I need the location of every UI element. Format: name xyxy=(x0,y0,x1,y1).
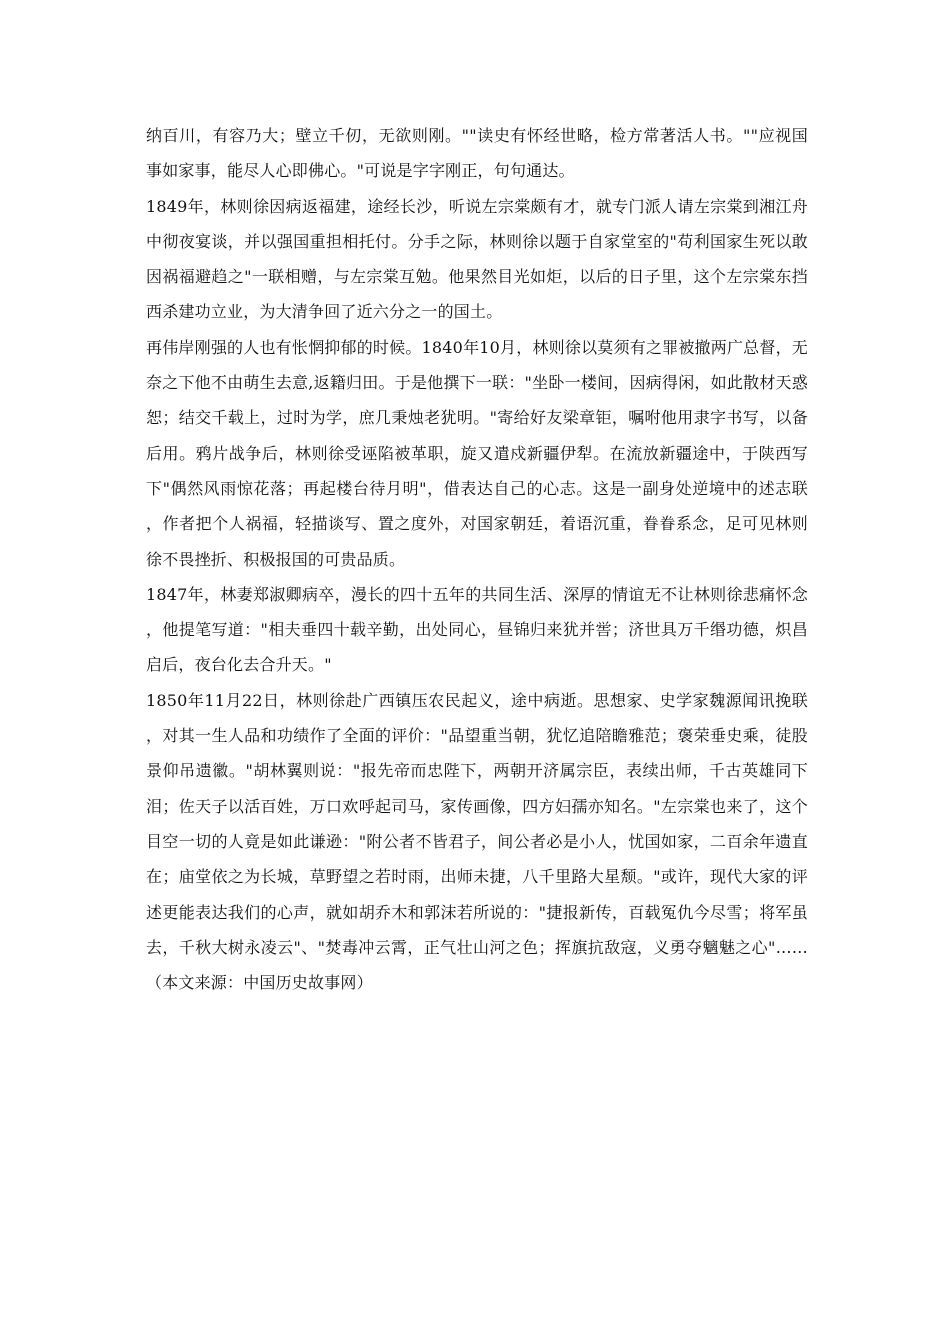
paragraph-death-tributes: 1850年11月22日，林则徐赴广西镇压农民起义，途中病逝。思想家、史学家魏源闻讯挽联，对其一生人品和功绩作了全面的评价："品望重当朝，犹忆追陪瞻雅范；褒荣垂史乘，徒股景仰吊遗徽。"胡林翼则说："报先帝而忠陛下，两朝开济属宗臣，表续出师，千古英雄同下泪；佐天子以活百姓，万口欢呼起司马，家传画像，四方妇孺亦知名。"左宗棠也来了，这个目空一切的人竟是如此谦逊："附公者不皆君子，间公者必是小人，忧国如家，二百余年遗直在；庙堂依之为长城，草野望之若时雨，出师未捷，八千里路大星颓。"或许，现代大家的评述更能表达我们的心声，就如胡乔木和郭沫若所说的："捷报新传，百载冤仇今尽雪；将军虽去，千秋大树永凌云"、"焚毒冲云霄，正气壮山河之色；挥旗抗敌寇，义勇夺魑魅之心"……（本文来源：中国历史故事网） xyxy=(146,690,808,993)
paragraph-zuo-zongtang: 1849年，林则徐因病返福建，途经长沙，听说左宗棠颇有才，就专门派人请左宗棠到湘江舟中彻夜宴谈，并以强国重担相托付。分手之际，林则徐以题于自家堂室的"苟利国家生死以敢因祸福避趋之"一联相赠，与左宗棠互勉。他果然目光如炬，以后的日子里，这个左宗棠东挡西杀建功立业，为大清争回了近六分之一的国土。 xyxy=(146,196,808,322)
paragraph-exile: 再伟岸刚强的人也有怅惘抑郁的时候。1840年10月，林则徐以莫须有之罪被撤两广总督，无奈之下他不由萌生去意,返籍归田。于是他撰下一联："坐卧一楼间，因病得闲，如此散材天惑恕；结交千载上，过时为学，庶几秉烛老犹明。"寄给好友梁章钜，嘱咐他用隶字书写，以备后用。鸦片战争后，林则徐受诬陷被革职，旋又遣戍新疆伊犁。在流放新疆途中，于陕西写下"偶然风雨惊花落；再起楼台待月明"，借表达自己的心志。这是一副身处逆境中的述志联，作者把个人祸福，轻描谈写、置之度外，对国家朝廷，着语沉重，眷眷系念，足可见林则徐不畏挫折、积极报国的可贵品质。 xyxy=(146,337,808,569)
paragraph-wife-elegy: 1847年，林妻郑淑卿病卒，漫长的四十五年的共同生活、深厚的情谊无不让林则徐悲痛怀念，他提笔写道："相夫垂四十载辛勤，出处同心，昼锦归来犹并喾；济世具万千缗功德，炽昌启后，夜台化去合升天。" xyxy=(146,584,808,675)
article-body xyxy=(146,118,808,1000)
paragraph-couplets-summary: 纳百川，有容乃大；壁立千仞，无欲则刚。""读史有怀经世略，检方常著活人书。""应视国事如家事，能尽人心即佛心。"可说是字字刚正，句句通达。 xyxy=(146,126,808,181)
